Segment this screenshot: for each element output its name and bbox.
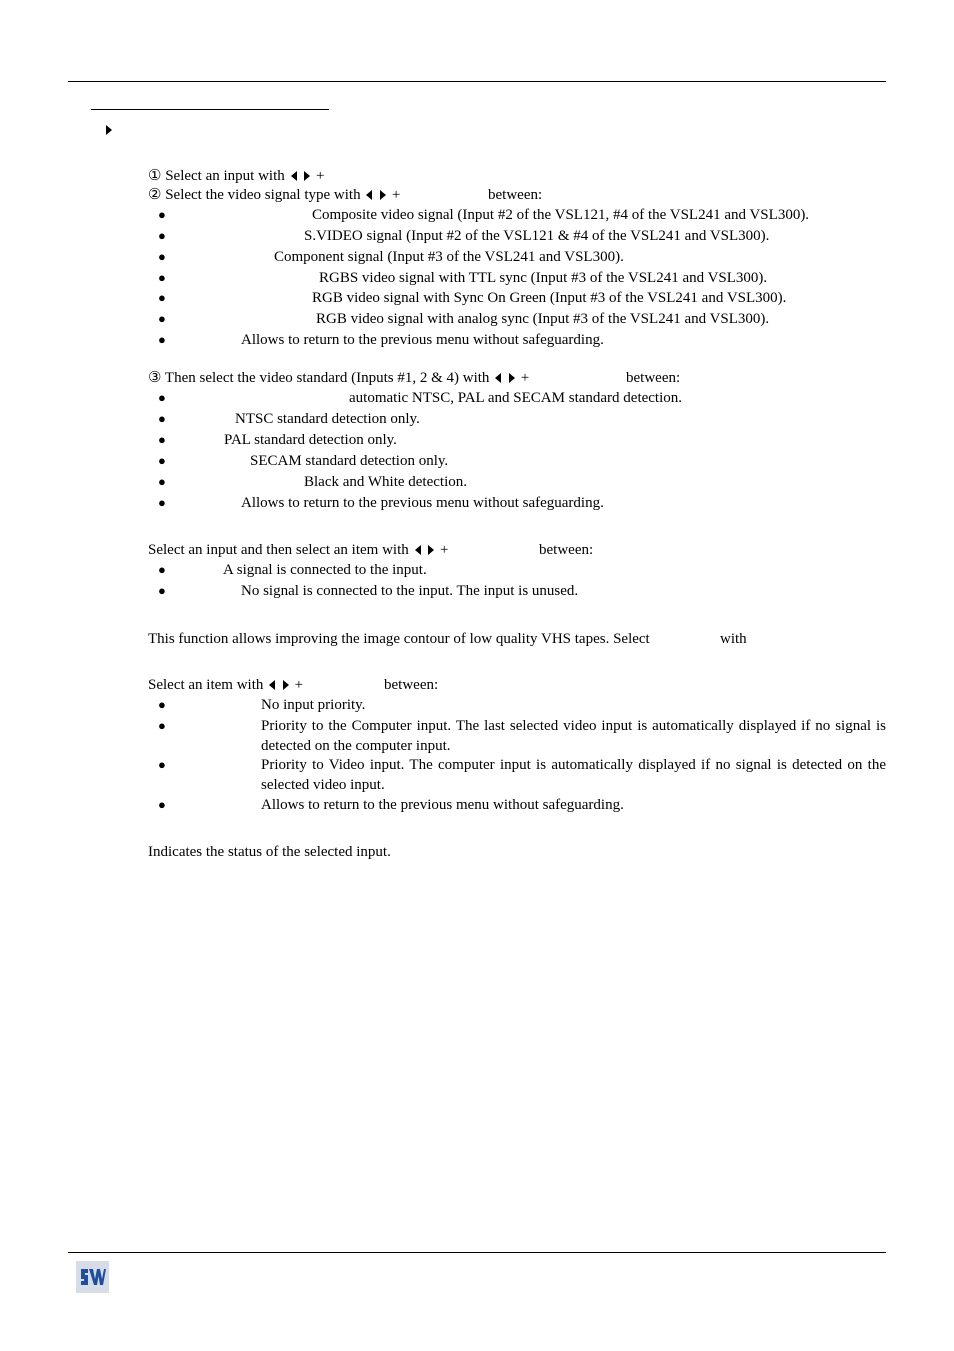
- bullet: ●: [158, 207, 166, 222]
- bullet: ●: [158, 562, 166, 577]
- plus-sign: +: [316, 168, 325, 184]
- list-item: Priority to the Computer input. The last selected video input is automatically displayed if no signal is detected on the computer input.: [261, 718, 886, 754]
- bullet: ●: [158, 249, 166, 264]
- vhs-text: This function allows improving the image contour of low quality VHS tapes. Select: [148, 631, 650, 647]
- input-between: between:: [539, 542, 594, 558]
- list-item: Priority to Video input. The computer input is automatically displayed if no signal is detected on the selected video input.: [261, 757, 886, 793]
- left-arrow-icon: [415, 545, 421, 555]
- step-3-between: between:: [626, 370, 681, 386]
- left-arrow-icon: [495, 373, 501, 383]
- bullet: ●: [158, 474, 166, 489]
- section-underline: [91, 109, 329, 110]
- step-2-between: between:: [488, 187, 543, 203]
- header-rule: [68, 81, 886, 82]
- step-2-line: [148, 185, 400, 205]
- bullet: ●: [158, 797, 166, 812]
- bullet: ●: [158, 332, 166, 347]
- left-arrow-icon: [366, 190, 372, 200]
- right-arrow-icon: [509, 373, 515, 383]
- list-item: Allows to return to the previous menu without safeguarding.: [241, 332, 604, 348]
- bullet: ●: [158, 390, 166, 405]
- list-item: PAL standard detection only.: [224, 432, 397, 448]
- bullet: ●: [158, 270, 166, 285]
- input-intro-text: Select an input and then select an item with: [148, 542, 409, 558]
- step-3-line: [148, 368, 529, 388]
- bullet: ●: [158, 453, 166, 468]
- list-item: A signal is connected to the input.: [223, 562, 427, 578]
- bullet: ●: [158, 311, 166, 326]
- company-logo: [76, 1261, 109, 1293]
- list-item: Composite video signal (Input #2 of the VSL121, #4 of the VSL241 and VSL300).: [312, 207, 810, 223]
- bullet: ●: [158, 290, 166, 305]
- priority-intro-line: [148, 675, 303, 695]
- input-intro-line: [148, 540, 448, 560]
- left-arrow-icon: [291, 171, 297, 181]
- footer-rule: [68, 1252, 886, 1253]
- bullet: ●: [158, 411, 166, 426]
- right-arrow-icon: [304, 171, 310, 181]
- bullet: ●: [158, 583, 166, 598]
- plus-sign: +: [294, 677, 304, 693]
- status-text: Indicates the status of the selected input.: [148, 844, 391, 860]
- logo-mark-icon: [76, 1261, 109, 1293]
- list-item: RGBS video signal with TTL sync (Input #3 of the VSL241 and VSL300).: [319, 270, 768, 286]
- step-2-text: ② Select the video signal type with: [148, 187, 361, 203]
- list-item: Allows to return to the previous menu without safeguarding.: [261, 797, 624, 813]
- plus-sign: +: [391, 187, 401, 203]
- list-item: RGB video signal with Sync On Green (Input #3 of the VSL241 and VSL300).: [312, 290, 787, 306]
- list-item: Component signal (Input #3 of the VSL241 and VSL300).: [274, 249, 624, 265]
- list-item: NTSC standard detection only.: [235, 411, 420, 427]
- section-marker-arrow-icon: [106, 125, 112, 135]
- left-arrow-icon: [269, 680, 275, 690]
- bullet: ●: [158, 228, 166, 243]
- step-3-text: ③ Then select the video standard (Inputs #1, 2 & 4) with: [148, 370, 490, 386]
- bullet: ●: [158, 697, 166, 712]
- step-1-text: ① Select an input with: [148, 168, 285, 184]
- plus-sign: +: [520, 370, 530, 386]
- bullet: ●: [158, 432, 166, 447]
- list-item: S.VIDEO signal (Input #2 of the VSL121 & #4 of the VSL241 and VSL300).: [304, 228, 770, 244]
- bullet: ●: [158, 718, 166, 733]
- priority-between: between:: [384, 677, 439, 693]
- step-1-line: [148, 166, 324, 186]
- vhs-with: with: [720, 631, 747, 647]
- list-item: automatic NTSC, PAL and SECAM standard detection.: [349, 390, 683, 406]
- right-arrow-icon: [380, 190, 386, 200]
- list-item: No input priority.: [261, 697, 366, 713]
- list-item: SECAM standard detection only.: [250, 453, 449, 469]
- priority-intro-text: Select an item with: [148, 677, 264, 693]
- list-item: No signal is connected to the input. The input is unused.: [241, 583, 579, 599]
- bullet: ●: [158, 495, 166, 510]
- bullet: ●: [158, 757, 166, 772]
- list-item: Allows to return to the previous menu without safeguarding.: [241, 495, 604, 511]
- right-arrow-icon: [428, 545, 434, 555]
- right-arrow-icon: [283, 680, 289, 690]
- list-item: RGB video signal with analog sync (Input #3 of the VSL241 and VSL300).: [316, 311, 770, 327]
- plus-sign: +: [440, 542, 449, 558]
- list-item: Black and White detection.: [304, 474, 468, 490]
